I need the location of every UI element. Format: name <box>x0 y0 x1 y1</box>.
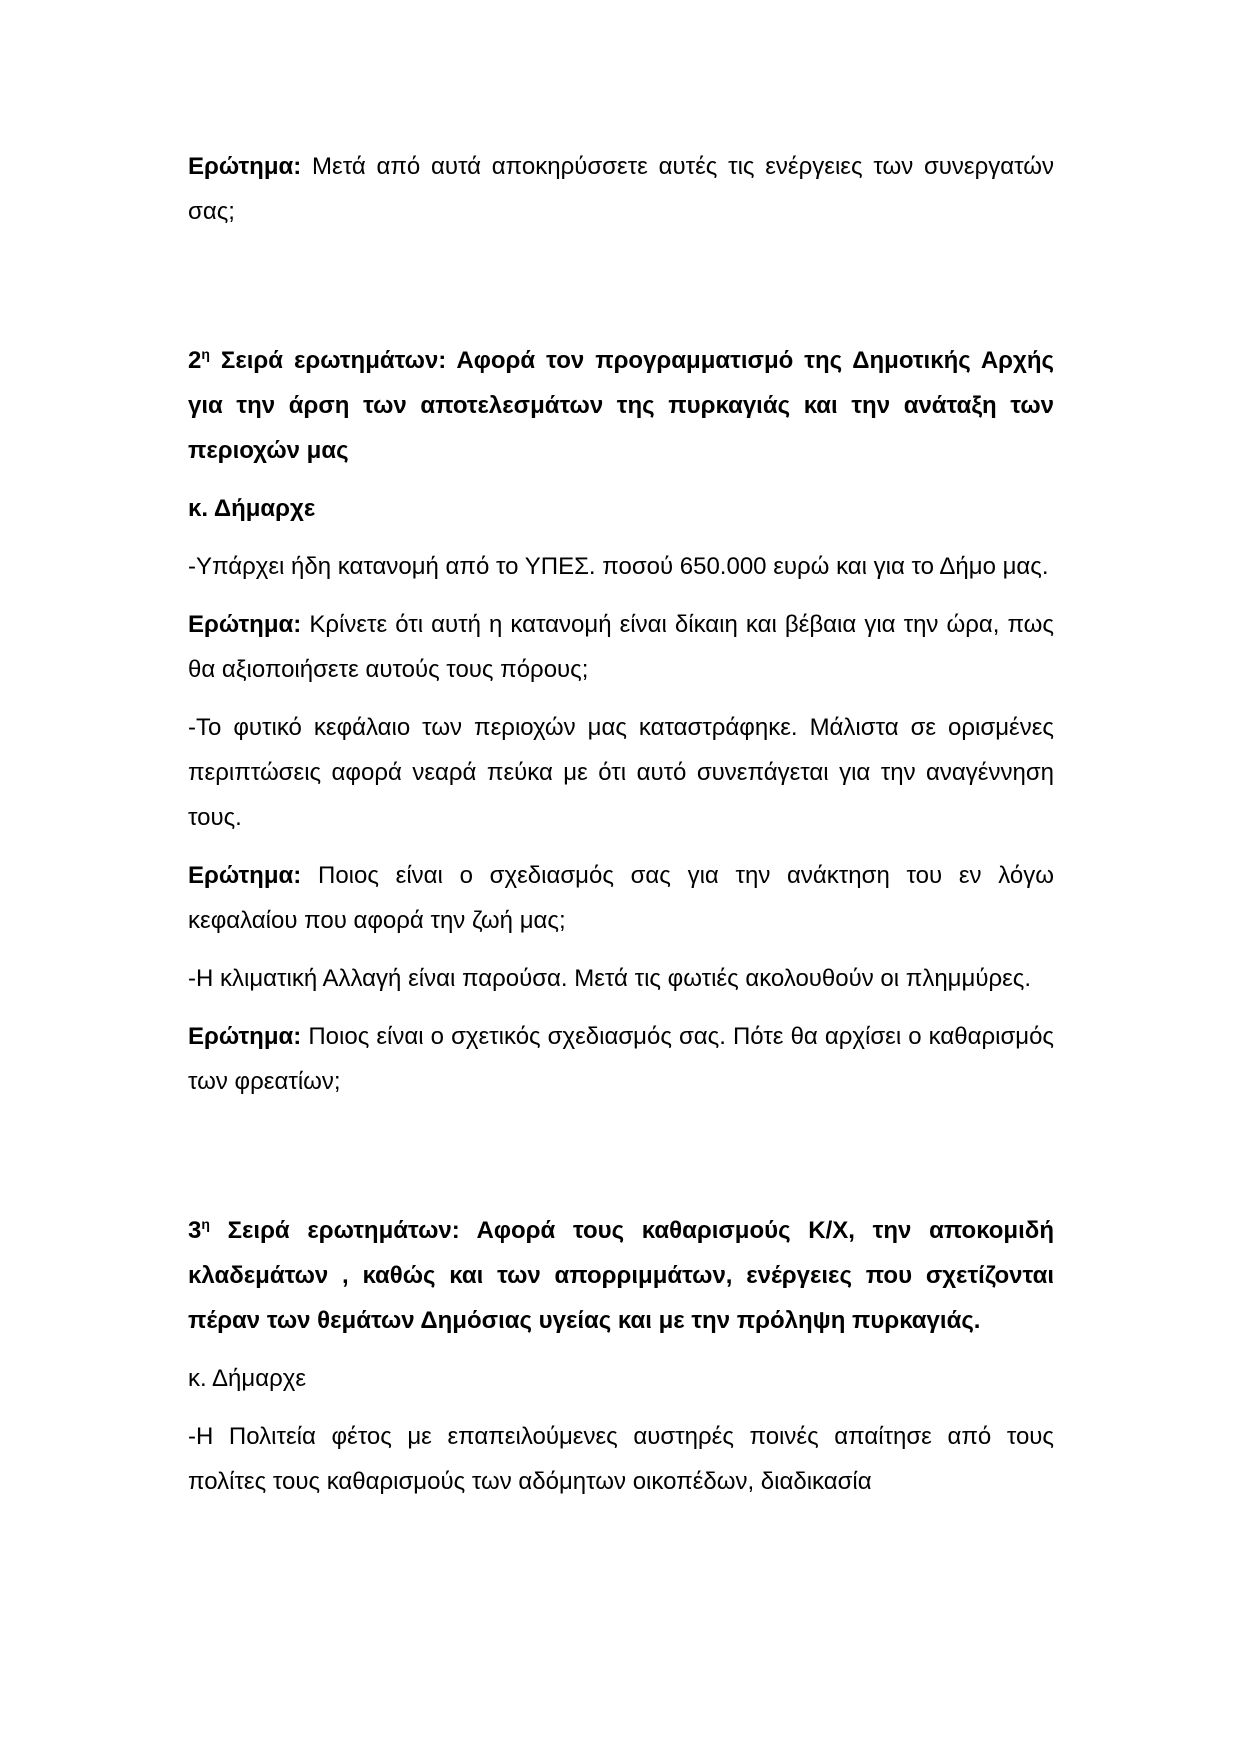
question-label: Ερώτημα: <box>188 611 302 638</box>
question-text: Κρίνετε ότι αυτή η κατανομή είναι δίκαιη και βέβαια για την ώρα, πως θα αξιοποιήσετε αυτούς τους πόρους; <box>188 611 1054 683</box>
section-heading-3 <box>188 1208 1054 1343</box>
question-text: Ποιος είναι ο σχετικός σχεδιασμός σας. Πότε θα αρχίσει ο καθαρισμός των φρεατίων; <box>188 1023 1054 1095</box>
statement-paragraph: -Η Πολιτεία φέτος με επαπειλούμενες αυστηρές ποινές απαίτησε από τους πολίτες τους καθαρισμούς των αδόμητων οικοπέδων, διαδικασία <box>188 1423 1054 1495</box>
section-number: 3 <box>188 1217 202 1244</box>
section-title: Σειρά ερωτημάτων: Αφορά τους καθαρισμούς Κ/Χ, την αποκομιδή κλαδεμάτων , καθώς και των απορριμμάτων, ενέργειες που σχετίζονται πέραν των θεμάτων Δημόσιας υγείας και με την πρόληψη πυρκαγιάς. <box>188 1217 1054 1334</box>
question-paragraph <box>188 853 1054 943</box>
question-text: Ποιος είναι ο σχεδιασμός σας για την ανάκτηση του εν λόγω κεφαλαίου που αφορά την ζωή μας; <box>188 862 1054 934</box>
question-paragraph <box>188 144 1054 234</box>
section-heading-2 <box>188 338 1054 473</box>
question-label: Ερώτημα: <box>188 862 302 889</box>
section-ordinal-suffix: η <box>201 1216 210 1232</box>
section-number: 2 <box>188 347 202 374</box>
section-title: Σειρά ερωτημάτων: Αφορά τον προγραμματισμό της Δημοτικής Αρχής για την άρση των αποτελεσμάτων της πυρκαγιάς και την ανάταξη των περιοχών μας <box>188 347 1054 464</box>
question-label: Ερώτημα: <box>188 1023 302 1050</box>
statement-paragraph: -Το φυτικό κεφάλαιο των περιοχών μας καταστράφηκε. Μάλιστα σε ορισμένες περιπτώσεις αφορά νεαρά πεύκα με ότι αυτό συνεπάγεται για την αναγέννηση τους. <box>188 714 1054 831</box>
document-page <box>188 144 1054 1504</box>
question-paragraph <box>188 602 1054 692</box>
statement-paragraph: -Η κλιματική Αλλαγή είναι παρούσα. Μετά τις φωτιές ακολουθούν οι πλημμύρες. <box>188 965 1032 992</box>
address-line: κ. Δήμαρχε <box>188 1365 307 1392</box>
question-text: Μετά από αυτά αποκηρύσσετε αυτές τις ενέργειες των συνεργατών σας; <box>188 153 1054 225</box>
question-paragraph <box>188 1014 1054 1104</box>
statement-paragraph: -Υπάρχει ήδη κατανομή από το ΥΠΕΣ. ποσού 650.000 ευρώ και για το Δήμο μας. <box>188 553 1049 580</box>
section-ordinal-suffix: η <box>201 346 210 362</box>
question-label: Ερώτημα: <box>188 153 302 180</box>
address-line: κ. Δήμαρχε <box>188 495 316 522</box>
